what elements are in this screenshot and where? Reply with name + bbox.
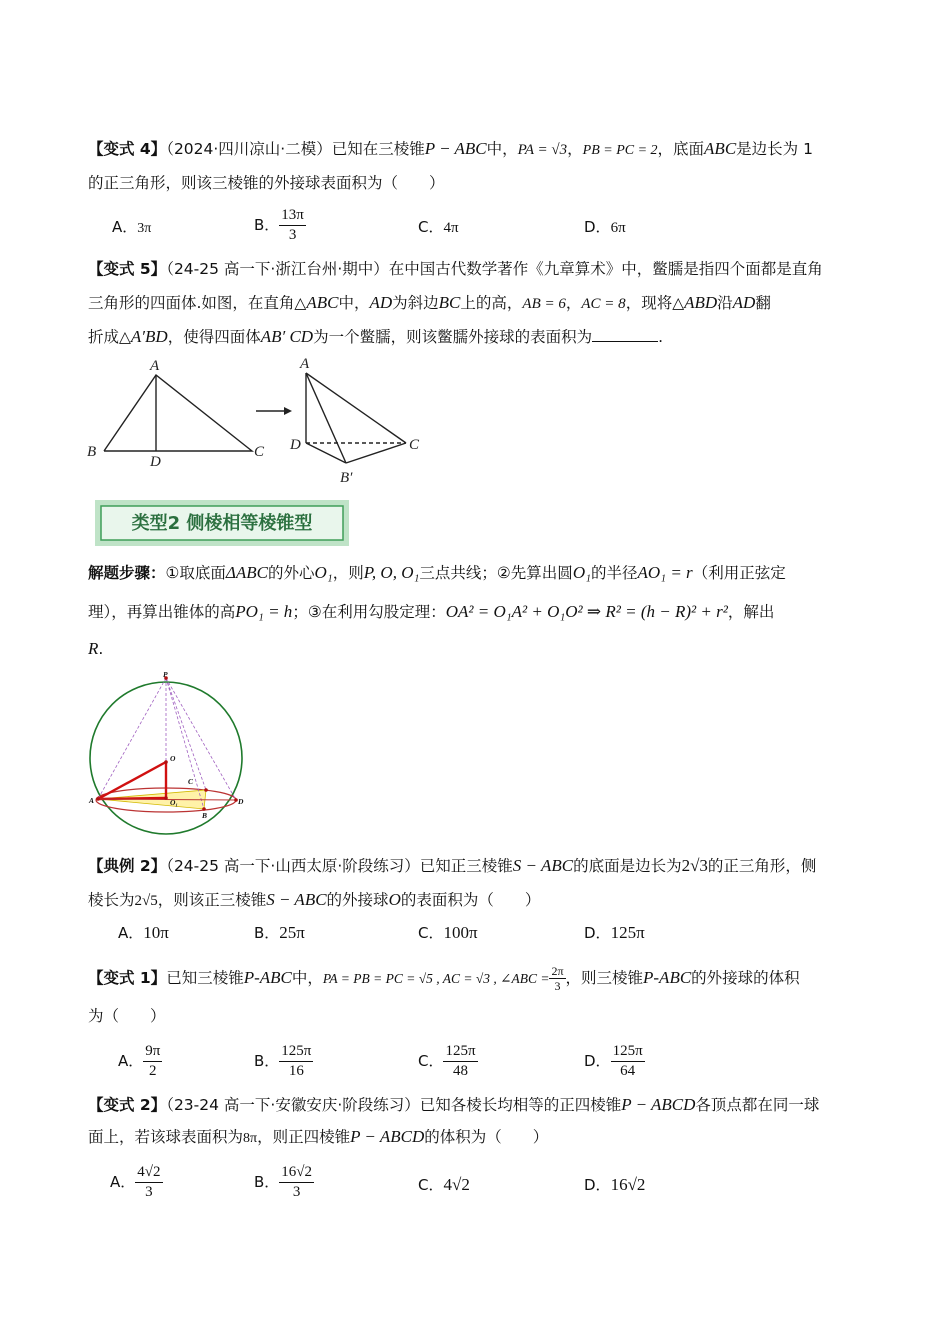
- fold-figure: [80, 355, 430, 490]
- sphere-label-d: D: [238, 797, 244, 806]
- sphere-label-a: A: [89, 796, 95, 805]
- steps-line1: 解题步骤：①取底面ΔABC的外心O₁，则P, O, O₁三点共线；②先算出圆O₁的半径AO₁ = r（利用正弦定: [88, 563, 786, 582]
- triangle-abc: [104, 375, 252, 451]
- variant4-tag: 【变式 4】: [88, 140, 167, 158]
- sphere-label-o: O: [170, 754, 176, 763]
- variant1-option-a[interactable]: A． $\frac{9\pi}{2}$: [118, 1043, 161, 1079]
- example2-option-a[interactable]: A．10π: [118, 923, 169, 942]
- variant1-tag: 【变式 1】: [88, 969, 167, 987]
- edge-db: [306, 443, 346, 463]
- variant1-option-c[interactable]: C． $\frac{125\pi}{48}$: [418, 1043, 476, 1079]
- variant2-option-c[interactable]: C．4√2: [418, 1175, 470, 1194]
- variant4-line1: 【变式 4】（2024·四川凉山·二模）已知在三棱锥P − ABC中，PA = √3，PB = PC = 2，底面ABC是边长为 1: [88, 139, 813, 158]
- variant5-line2: 三角形的四面体.如图，在直角△ABC中，AD为斜边BC上的高，AB = 6，AC = 8，现将△ABD沿AD翻: [88, 293, 771, 312]
- example2-option-d[interactable]: D．125π: [584, 923, 645, 942]
- fig2-label-b: B′: [340, 470, 353, 486]
- variant2-option-b[interactable]: B． $\frac{16√2}{3}$: [254, 1164, 313, 1200]
- fig1-label-c: C: [254, 444, 265, 460]
- variant2-line1: 【变式 2】（23-24 高一下·安徽安庆·阶段练习）已知各棱长均相等的正四棱锥P − ABCD各顶点都在同一球: [88, 1095, 820, 1114]
- variant1-line2: 为（ ）: [88, 1007, 166, 1025]
- variant1-line1: 【变式 1】已知三棱锥P-ABC中，PA = PB = PC = √5 , AC = √3 , ∠ABC = $\frac{2\pi}{3}$ ，则三棱锥P-ABC的外接球的体积: [88, 964, 800, 993]
- variant5-line3: 折成△A′BD，使得四面体AB′ CD为一个鳖臑，则该鳖臑外接球的表面积为 .: [88, 327, 664, 346]
- example2-tag: 【典例 2】: [88, 857, 167, 875]
- steps-label: 解题步骤：: [88, 564, 166, 582]
- fig1-label-d: D: [150, 454, 161, 470]
- steps-line3: R.: [88, 639, 104, 658]
- steps-line2: 理），再算出锥体的高PO₁ = h；③在利用勾股定理：OA² = O₁A² + O₁O² ⇒ R² = (h − R)² + r²，解出: [88, 602, 775, 621]
- variant2-source: （23-24 高一下·安徽安庆·阶段练习）: [166, 1096, 420, 1114]
- example2-line2: 棱长为2√5，则该正三棱锥S − ABC的外接球O的表面积为（ ）: [88, 890, 541, 909]
- variant5-source: （24-25 高一下·浙江台州·期中）: [166, 260, 389, 278]
- variant5-line1: 【变式 5】（24-25 高一下·浙江台州·期中）在中国古代数学著作《九章算术》中，鳖臑是指四个面都是直角: [88, 260, 823, 278]
- sphere-label-c: C: [188, 777, 194, 786]
- variant4-line2: 的正三角形，则该三棱锥的外接球表面积为（ ）: [88, 174, 445, 192]
- example2-line1: 【典例 2】（24-25 高一下·山西太原·阶段练习）已知正三棱锥S − ABC的底面是边长为2√3的正三角形，侧: [88, 856, 817, 875]
- variant5-tag: 【变式 5】: [88, 260, 167, 278]
- variant4-option-a[interactable]: A．3π: [112, 218, 152, 236]
- example2-option-c[interactable]: C．100π: [418, 923, 478, 942]
- sphere-label-b: B: [202, 811, 208, 820]
- sphere-figure: [86, 672, 251, 844]
- fig2-label-d: D: [290, 437, 301, 453]
- example2-source: （24-25 高一下·山西太原·阶段练习）: [166, 857, 420, 875]
- section-banner: [95, 500, 349, 546]
- section-banner-title: 类型2 侧棱相等棱锥型: [131, 513, 313, 534]
- variant1-option-b[interactable]: B． $\frac{125\pi}{16}$: [254, 1043, 312, 1079]
- variant1-option-d[interactable]: D． $\frac{125\pi}{64}$: [584, 1043, 643, 1079]
- fig2-label-c: C: [409, 437, 420, 453]
- variant4-option-b[interactable]: B． $\frac{13\pi}{3}$: [254, 207, 304, 243]
- variant4-source: （2024·四川凉山·二模）: [166, 140, 332, 158]
- fig1-label-a: A: [150, 358, 160, 374]
- fig1-label-b: B: [87, 444, 97, 460]
- fold-arrow-icon: [284, 407, 292, 415]
- variant2-tag: 【变式 2】: [88, 1096, 167, 1114]
- variant4-option-d[interactable]: D．6π: [584, 218, 626, 236]
- variant4-option-c[interactable]: C．4π: [418, 218, 459, 236]
- example2-option-b[interactable]: B．25π: [254, 923, 305, 942]
- sphere-label-o1: O₁: [170, 798, 179, 807]
- fig2-label-a: A: [300, 356, 310, 372]
- edge-bc: [346, 443, 406, 463]
- variant2-line2: 面上，若该球表面积为8π，则正四棱锥P − ABCD的体积为（ ）: [88, 1127, 549, 1146]
- variant2-option-d[interactable]: D．16√2: [584, 1175, 646, 1194]
- variant2-option-a[interactable]: A． $\frac{4√2}{3}$: [110, 1164, 161, 1200]
- sphere-label-p: P: [163, 672, 168, 679]
- answer-blank[interactable]: [592, 325, 658, 342]
